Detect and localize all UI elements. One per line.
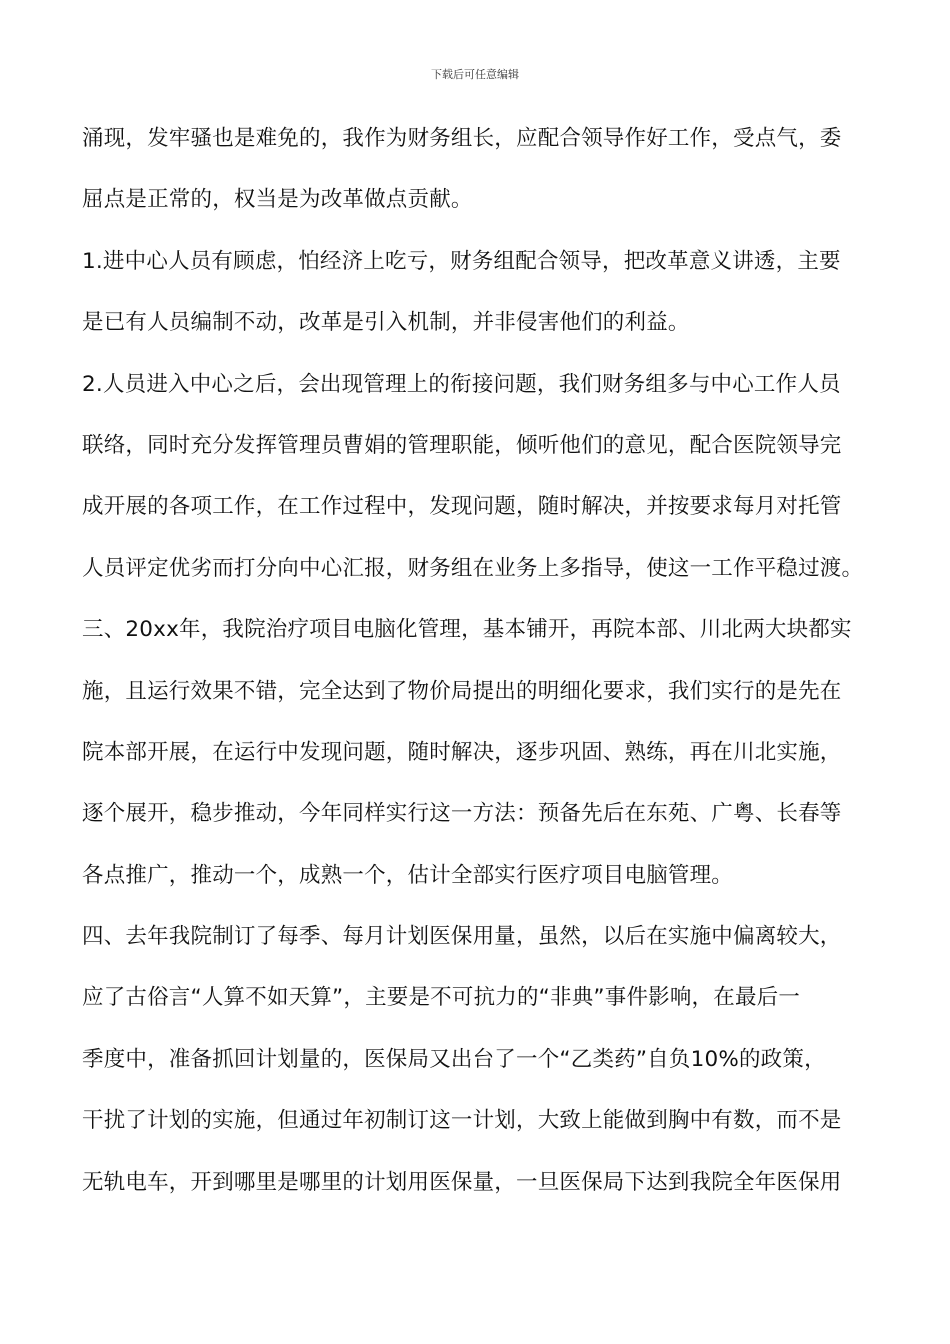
text-line: 屈点是正常的，权当是为改革做点贡献。	[82, 187, 473, 213]
text-line: 人员评定优劣而打分向中心汇报，财务组在业务上多指导，使这一工作平稳过渡。	[82, 555, 864, 581]
text-line: 三、20xx年，我院治疗项目电脑化管理，基本铺开，再院本部、川北两大块都实	[82, 617, 852, 643]
document-body	[82, 108, 882, 1213]
text-line: 应了古俗言“人算不如天算”，主要是不可抗力的“非典”事件影响，在最后一	[82, 985, 801, 1011]
text-line: 各点推广，推动一个，成熟一个，估计全部实行医疗项目电脑管理。	[82, 862, 734, 888]
text-line: 联络，同时充分发挥管理员曹娟的管理职能，倾听他们的意见，配合医院领导完	[82, 432, 842, 458]
text-line: 2.人员进入中心之后，会出现管理上的衔接问题，我们财务组多与中心工作人员	[82, 371, 841, 397]
page-header-note: 下载后可任意编辑	[431, 68, 519, 81]
text-line: 院本部开展，在运行中发现问题，随时解决，逐步巩固、熟练，再在川北实施，	[82, 739, 842, 765]
text-line: 无轨电车，开到哪里是哪里的计划用医保量，一旦医保局下达到我院全年医保用	[82, 1169, 842, 1195]
text-line: 施，且运行效果不错，完全达到了物价局提出的明细化要求，我们实行的是先在	[82, 678, 842, 704]
text-line: 季度中，准备抓回计划量的，医保局又出台了一个“乙类药”自负10%的政策，	[82, 1046, 826, 1072]
text-line: 是已有人员编制不动，改革是引入机制，并非侵害他们的利益。	[82, 310, 690, 336]
text-line: 涌现，发牢骚也是难免的，我作为财务组长，应配合领导作好工作，受点气，委	[82, 126, 842, 151]
text-line: 四、去年我院制订了每季、每月计划医保用量，虽然，以后在实施中偏离较大，	[82, 924, 842, 950]
text-line: 逐个展开，稳步推动，今年同样实行这一方法：预备先后在东苑、广粤、长春等	[82, 801, 842, 827]
text-line: 干扰了计划的实施，但通过年初制订这一计划，大致上能做到胸中有数，而不是	[82, 1108, 842, 1134]
text-line: 成开展的各项工作，在工作过程中，发现问题，随时解决，并按要求每月对托管	[82, 494, 842, 520]
text-line: 1.进中心人员有顾虑，怕经济上吃亏，财务组配合领导，把改革意义讲透，主要	[82, 248, 841, 274]
